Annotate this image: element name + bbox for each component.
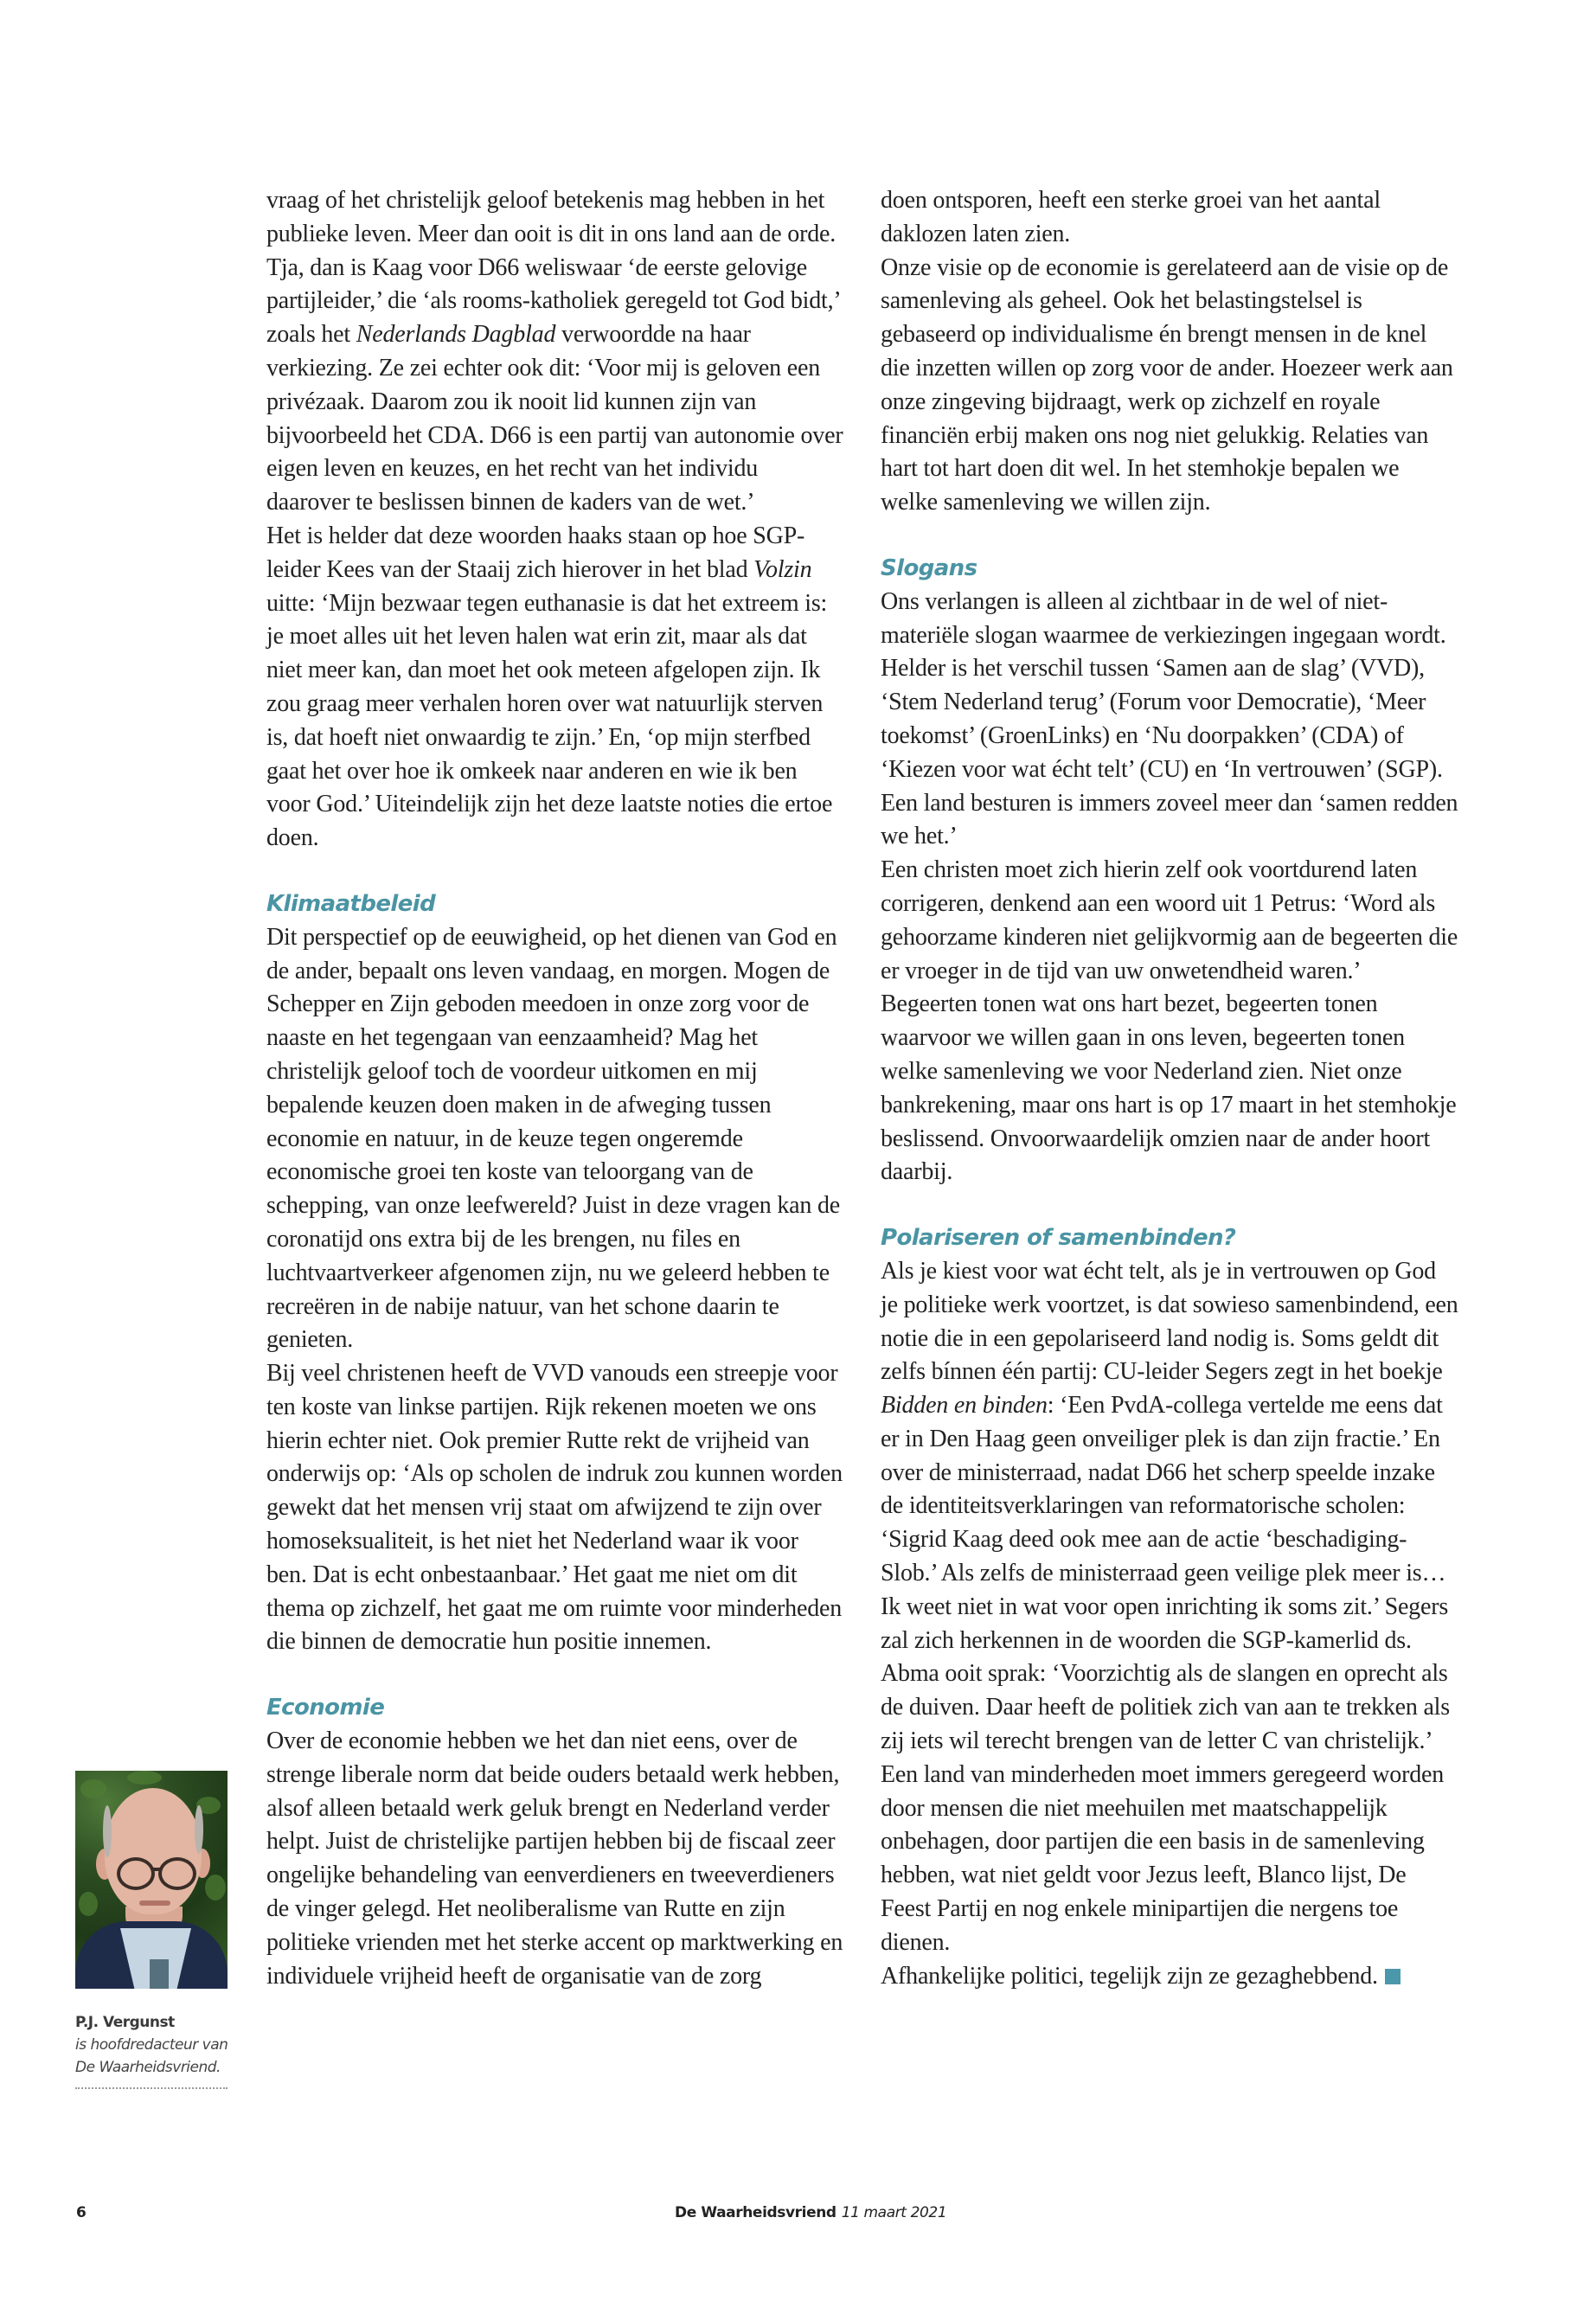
section-heading-polariseren: Polariseren of samenbinden? xyxy=(881,1225,1236,1252)
paragraph: Dit perspectief op de eeuwigheid, op het dienen van God en de ander, bepaalt ons leven vandaag, en morgen. Mogen de Schepper en Zijn geboden meedoen in onze zorg voor de naaste en het tegengaan van eenzaamheid? Mag het christelijk geloof toch de voordeur uitkomen en mij bepalende keuzen doen maken in de afweging tussen economie en natuur, in de keuze tegen ongeremde economische groei ten koste van teloorgang van de schepping, van onze leefwereld? Juist in deze vragen kan de coronatijd ons extra bij de les brengen, nu files en luchtvaartverkeer afgenomen zijn, nu we geleerd hebben te recreëren in de nabije natuur, van het schone daarin te genieten. xyxy=(266,923,841,1354)
paragraph: Onze visie op de economie is gerelateerd aan de visie op de samenleving als geheel. Ook het belastingstelsel is gebaseerd op individualisme én brengt mensen in de knel die inzetten willen op zorg voor de ander. Hoezeer werk aan onze zingeving bijdraagt, werk op zichzelf en royale financiën erbij maken ons nog niet gelukkig. Relaties van hart tot hart doen dit wel. In het stemhokje bepalen we welke samenleving we willen zijn. xyxy=(881,253,1453,516)
author-photo xyxy=(75,1771,228,1989)
divider xyxy=(75,2087,228,2089)
paragraph: Ons verlangen is alleen al zichtbaar in de wel of niet-materiële slogan waarmee de verkiezingen ingegaan wordt. Helder is het verschil tussen ‘Samen aan de slag’ (VVD), ‘Stem Nederland terug’ (Forum voor Democratie), ‘Meer toekomst’ (GroenLinks) en ‘Nu doorpakken’ (CDA) of ‘Kiezen voor wat écht telt’ (CU) en ‘In vertrouwen’ (SGP). Een land besturen is immers zoveel meer dan ‘samen redden we het.’ xyxy=(881,587,1458,850)
article-column-right xyxy=(881,184,1458,1993)
paragraph: vraag of het christelijk geloof betekenis mag hebben in het publieke leven. Meer dan ooit is dit in ons land aan de orde. Tja, dan is Kaag voor D66 weliswaar ‘de eerste gelovige partijleider,’ die ‘als rooms-katholiek geregeld tot God bidt,’ zoals het Nederlands Dagblad verwoordde na haar verkiezing. Ze zei echter ook dit: ‘Voor mij is geloven een privézaak. Daarom zou ik nooit lid kunnen zijn van bijvoorbeeld het CDA. D66 is een partij van autonomie over eigen leven en keuzes, en het recht van het individu daarover te beslissen binnen de kaders van de wet.’ xyxy=(266,187,843,516)
footer-publication xyxy=(675,2204,946,2221)
paragraph: doen ontsporen, heeft een sterke groei van het aantal daklozen laten zien. xyxy=(881,187,1381,247)
closing-paragraph: Afhankelijke politici, tegelijk zijn ze gezaghebbend. xyxy=(881,1960,1458,1994)
section-heading-economie: Economie xyxy=(266,1695,385,1721)
article-column-left xyxy=(266,184,844,1993)
author-role: is hoofdredacteur van De Waarheidsvriend. xyxy=(75,2036,228,2076)
section-heading-klimaatbeleid: Klimaatbeleid xyxy=(266,890,436,917)
book-title: Bidden en binden xyxy=(881,1392,1048,1420)
publication-name: De Waarheidsvriend xyxy=(675,2204,836,2221)
page-number: 6 xyxy=(76,2204,87,2221)
section-heading-slogans: Slogans xyxy=(881,554,977,581)
paragraph: Bij veel christenen heeft de VVD vanouds een streepje voor ten koste van linkse partijen. Rijk rekenen moeten we ons hierin echter niet. Ook premier Rutte rekt de vrijheid van onderwijs op: ‘Als op scholen de indruk zou kunnen worden gewekt dat het mensen vrij staat om afwijzend te zijn over homoseksualiteit, is het niet het Nederland waar ik voor ben. Dat is echt onbestaanbaar.’ Het gaat me niet om dit thema op zichzelf, het gaat me om ruimte voor minderheden die binnen de democratie hun positie innemen. xyxy=(266,1360,843,1656)
author-box xyxy=(75,1771,229,2089)
paragraph: Het is helder dat deze woorden haaks staan op hoe SGP-leider Kees van der Staaij zich hierover in het blad Volzin uitte: ‘Mijn bezwaar tegen euthanasie is dat het extreem is: je moet alles uit het leven halen wat erin zit, maar als dat niet meer kan, dan moet het ook meteen afgelopen zijn. Ik zou graag meer verhalen horen over wat natuurlijk sterven is, dat hoeft niet onwaardig te zijn.’ En, ‘op mijn sterfbed gaat het over hoe ik omkeek naar anderen en wie ik ben voor God.’ Uiteindelijk zijn het deze laatste noties die ertoe doen. xyxy=(266,522,833,852)
author-name: P.J. Vergunst xyxy=(75,2014,175,2031)
end-mark-icon xyxy=(1385,1969,1401,1984)
paragraph: Een christen moet zich hierin zelf ook voortdurend laten corrigeren, denkend aan een woord uit 1 Petrus: ‘Word als gehoorzame kinderen niet gelijkvormig aan de begeerten die er vroeger in de tijd van uw onwetendheid waren.’ Begeerten tonen wat ons hart bezet, begeerten tonen waarvoor we willen gaan in ons leven, begeerten tonen welke samenleving we voor Nederland zien. Niet onze bankrekening, maar ons hart is op 17 maart in het stemhokje beslissend. Onvoorwaardelijk omzien naar de ander hoort daarbij. xyxy=(881,856,1458,1186)
paragraph: Als je kiest voor wat écht telt, als je in vertrouwen op God je politieke werk voortzet, is dat sowieso samenbindend, een notie die in een gepolariseerd land nodig is. Soms geldt dit zelfs bínnen één partij: CU-leider Segers zegt in het boekje Bidden en binden: ‘Een PvdA-collega vertelde me eens dat er in Den Haag geen onveiliger plek is dan zijn fractie.’ En over de ministerraad, nadat D66 het scherp speelde inzake de identiteitsverklaringen van reformatorische scholen: ‘Sigrid Kaag deed ook mee aan de actie ‘beschadiging-Slob.’ Als zelfs de ministerraad geen veilige plek meer is… Ik weet niet in wat voor open inrichting ik soms zit.’ Segers zal zich herkennen in de woorden die SGP-kamerlid ds. Abma ooit sprak: ‘Voorzichtig als de slangen en oprecht als de duiven. Daar heeft de politiek zich van aan te trekken als zij iets wil terecht brengen van de letter C van christelijk.’ xyxy=(881,1257,1458,1755)
publication-title: Nederlands Dagblad xyxy=(356,321,556,349)
issue-date: 11 maart 2021 xyxy=(841,2204,947,2221)
paragraph: Een land van minderheden moet immers geregeerd worden door mensen die niet meehuilen met maatschappelijk onbehagen, door partijen die een basis in de samenleving hebben, wat niet geldt voor Jezus leeft, Blanco lijst, De Feest Partij en nog enkele minipartijen die nergens toe dienen. xyxy=(881,1760,1445,1956)
paragraph: Over de economie hebben we het dan niet eens, over de strenge liberale norm dat beide ouders betaald werk hebben, alsof alleen betaald werk geluk brengt en Nederland verder helpt. Juist de christelijke partijen hebben bij de fiscaal zeer ongelijke behandeling van eenverdieners en tweeverdieners de vinger gelegd. Het neoliberalisme van Rutte en zijn politieke vrienden met het sterke accent op marktwerking en individuele vrijheid heeft de organisatie van de zorg xyxy=(266,1727,843,1990)
publication-title: Volzin xyxy=(753,555,812,583)
